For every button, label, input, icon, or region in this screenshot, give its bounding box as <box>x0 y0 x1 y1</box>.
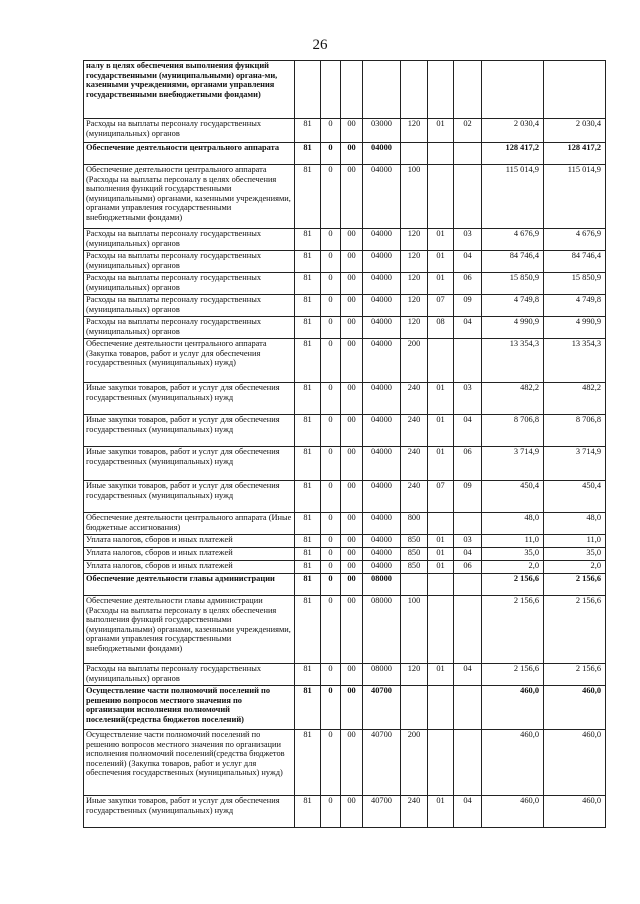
row-name-cell: Обеспечение деятельности главы администрации <box>84 574 295 596</box>
expense-type-cell: 200 <box>401 339 428 383</box>
row-name-cell: Иные закупки товаров, работ и услуг для обеспечения государственных (муниципальных) нужд <box>84 383 295 415</box>
code-cell-4: 04000 <box>363 317 401 339</box>
amount-cell-2: 4 990,9 <box>544 317 606 339</box>
section-cell: 01 <box>428 535 454 548</box>
amount-cell-1: 13 354,3 <box>482 339 544 383</box>
row-name-cell: Обеспечение деятельности центрального аппарата <box>84 143 295 165</box>
code-cell-1: 81 <box>295 561 321 574</box>
code-cell-3: 00 <box>341 165 363 229</box>
code-cell-1: 81 <box>295 273 321 295</box>
code-cell-4: 04000 <box>363 339 401 383</box>
row-name-cell: Расходы на выплаты персоналу государственных (муниципальных) органов <box>84 295 295 317</box>
code-cell-2: 0 <box>321 548 341 561</box>
row-name-cell: Уплата налогов, сборов и иных платежей <box>84 535 295 548</box>
table-row <box>84 165 606 229</box>
table-row <box>84 686 606 730</box>
expense-type-cell: 850 <box>401 535 428 548</box>
row-name-cell: Иные закупки товаров, работ и услуг для обеспечения государственных (муниципальных) нужд <box>84 415 295 447</box>
code-cell-1: 81 <box>295 339 321 383</box>
code-cell-2: 0 <box>321 143 341 165</box>
row-name-cell: Расходы на выплаты персоналу государственных (муниципальных) органов <box>84 273 295 295</box>
amount-cell-1 <box>482 61 544 119</box>
amount-cell-2: 460,0 <box>544 686 606 730</box>
code-cell-3 <box>341 61 363 119</box>
code-cell-3: 00 <box>341 561 363 574</box>
amount-cell-1: 15 850,9 <box>482 273 544 295</box>
subsection-cell: 06 <box>454 273 482 295</box>
code-cell-1: 81 <box>295 295 321 317</box>
code-cell-2: 0 <box>321 229 341 251</box>
expense-type-cell: 800 <box>401 513 428 535</box>
expense-type-cell: 120 <box>401 295 428 317</box>
code-cell-1: 81 <box>295 317 321 339</box>
code-cell-2: 0 <box>321 339 341 383</box>
expense-type-cell: 120 <box>401 229 428 251</box>
code-cell-3: 00 <box>341 273 363 295</box>
subsection-cell: 04 <box>454 251 482 273</box>
table-row <box>84 596 606 664</box>
expense-type-cell: 120 <box>401 664 428 686</box>
expense-type-cell: 200 <box>401 730 428 796</box>
code-cell-3: 00 <box>341 339 363 383</box>
table-row <box>84 251 606 273</box>
code-cell-2: 0 <box>321 535 341 548</box>
amount-cell-2: 15 850,9 <box>544 273 606 295</box>
expense-type-cell: 240 <box>401 447 428 481</box>
section-cell: 01 <box>428 251 454 273</box>
code-cell-1: 81 <box>295 664 321 686</box>
section-cell: 01 <box>428 229 454 251</box>
code-cell-3: 00 <box>341 415 363 447</box>
expense-type-cell: 120 <box>401 251 428 273</box>
code-cell-3: 00 <box>341 295 363 317</box>
table-row <box>84 535 606 548</box>
code-cell-4: 40700 <box>363 730 401 796</box>
row-name-cell: Расходы на выплаты персоналу государственных (муниципальных) органов <box>84 119 295 143</box>
row-name-cell: Осуществление части полномочий поселений по решению вопросов местного значения по организации исполнения полномочий поселений(средства бюджетов поселений) <box>84 686 295 730</box>
amount-cell-2: 48,0 <box>544 513 606 535</box>
code-cell-2: 0 <box>321 686 341 730</box>
code-cell-4: 40700 <box>363 686 401 730</box>
amount-cell-2: 2 156,6 <box>544 596 606 664</box>
amount-cell-1: 4 749,8 <box>482 295 544 317</box>
code-cell-2: 0 <box>321 447 341 481</box>
amount-cell-1: 2 030,4 <box>482 119 544 143</box>
code-cell-2: 0 <box>321 317 341 339</box>
code-cell-3: 00 <box>341 686 363 730</box>
section-cell <box>428 730 454 796</box>
expense-type-cell: 850 <box>401 548 428 561</box>
subsection-cell: 03 <box>454 229 482 251</box>
amount-cell-1: 450,4 <box>482 481 544 513</box>
code-cell-2: 0 <box>321 730 341 796</box>
subsection-cell <box>454 513 482 535</box>
expense-type-cell <box>401 61 428 119</box>
subsection-cell <box>454 339 482 383</box>
code-cell-4: 04000 <box>363 513 401 535</box>
code-cell-1: 81 <box>295 535 321 548</box>
code-cell-4: 08000 <box>363 596 401 664</box>
budget-table <box>83 60 606 828</box>
code-cell-1: 81 <box>295 481 321 513</box>
subsection-cell: 04 <box>454 415 482 447</box>
code-cell-1: 81 <box>295 119 321 143</box>
code-cell-4: 04000 <box>363 251 401 273</box>
section-cell: 01 <box>428 664 454 686</box>
row-name-cell: Расходы на выплаты персоналу государственных (муниципальных) органов <box>84 664 295 686</box>
code-cell-4: 08000 <box>363 574 401 596</box>
section-cell: 01 <box>428 119 454 143</box>
expense-type-cell: 240 <box>401 383 428 415</box>
code-cell-4 <box>363 61 401 119</box>
amount-cell-1: 115 014,9 <box>482 165 544 229</box>
subsection-cell <box>454 61 482 119</box>
table-row <box>84 143 606 165</box>
code-cell-2 <box>321 61 341 119</box>
amount-cell-1: 2 156,6 <box>482 574 544 596</box>
amount-cell-2: 2 030,4 <box>544 119 606 143</box>
code-cell-3: 00 <box>341 730 363 796</box>
code-cell-1: 81 <box>295 383 321 415</box>
expense-type-cell: 240 <box>401 796 428 828</box>
amount-cell-2: 2 156,6 <box>544 664 606 686</box>
amount-cell-2: 460,0 <box>544 730 606 796</box>
row-name-cell: налу в целях обеспечения выполнения функций государственными (муниципальными) органа-ми, казенными учреждениями, органами управления государственными внебюджетными фондами) <box>84 61 295 119</box>
amount-cell-2: 8 706,8 <box>544 415 606 447</box>
table-row <box>84 664 606 686</box>
amount-cell-2: 4 749,8 <box>544 295 606 317</box>
row-name-cell: Обеспечение деятельности центрального аппарата (Иные бюджетные ассигнования) <box>84 513 295 535</box>
amount-cell-1: 8 706,8 <box>482 415 544 447</box>
code-cell-2: 0 <box>321 295 341 317</box>
amount-cell-2: 3 714,9 <box>544 447 606 481</box>
code-cell-3: 00 <box>341 447 363 481</box>
subsection-cell: 04 <box>454 796 482 828</box>
amount-cell-2: 128 417,2 <box>544 143 606 165</box>
expense-type-cell: 100 <box>401 165 428 229</box>
code-cell-3: 00 <box>341 574 363 596</box>
amount-cell-2: 450,4 <box>544 481 606 513</box>
expense-type-cell: 120 <box>401 119 428 143</box>
table-row <box>84 339 606 383</box>
subsection-cell <box>454 730 482 796</box>
table-row <box>84 574 606 596</box>
table-row <box>84 447 606 481</box>
subsection-cell <box>454 596 482 664</box>
code-cell-4: 04000 <box>363 561 401 574</box>
section-cell <box>428 143 454 165</box>
row-name-cell: Иные закупки товаров, работ и услуг для обеспечения государственных (муниципальных) нужд <box>84 796 295 828</box>
code-cell-4: 04000 <box>363 273 401 295</box>
amount-cell-1: 460,0 <box>482 730 544 796</box>
row-name-cell: Обеспечение деятельности центрального аппарата (Расходы на выплаты персоналу в целях обеспечения выполнения функций государственными (муниципальными) органами, казенными учреждениями, органами управления государственными внебюджетными фондами) <box>84 165 295 229</box>
subsection-cell: 06 <box>454 561 482 574</box>
section-cell <box>428 686 454 730</box>
section-cell: 01 <box>428 447 454 481</box>
code-cell-2: 0 <box>321 273 341 295</box>
code-cell-2: 0 <box>321 165 341 229</box>
code-cell-2: 0 <box>321 415 341 447</box>
expense-type-cell: 240 <box>401 481 428 513</box>
amount-cell-2: 482,2 <box>544 383 606 415</box>
amount-cell-1: 4 990,9 <box>482 317 544 339</box>
code-cell-4: 04000 <box>363 165 401 229</box>
section-cell: 01 <box>428 415 454 447</box>
code-cell-1: 81 <box>295 796 321 828</box>
amount-cell-2: 4 676,9 <box>544 229 606 251</box>
code-cell-3: 00 <box>341 664 363 686</box>
amount-cell-1: 128 417,2 <box>482 143 544 165</box>
amount-cell-1: 35,0 <box>482 548 544 561</box>
table-row <box>84 730 606 796</box>
code-cell-3: 00 <box>341 383 363 415</box>
expense-type-cell <box>401 143 428 165</box>
subsection-cell: 04 <box>454 548 482 561</box>
code-cell-3: 00 <box>341 513 363 535</box>
row-name-cell: Обеспечение деятельности центрального аппарата (Закупка товаров, работ и услуг для обеспечения государственных (муниципальных) нужд) <box>84 339 295 383</box>
table-row <box>84 383 606 415</box>
amount-cell-1: 84 746,4 <box>482 251 544 273</box>
code-cell-1: 81 <box>295 447 321 481</box>
code-cell-4: 04000 <box>363 481 401 513</box>
row-name-cell: Уплата налогов, сборов и иных платежей <box>84 561 295 574</box>
table-row <box>84 513 606 535</box>
table-body <box>84 61 606 828</box>
row-name-cell: Расходы на выплаты персоналу государственных (муниципальных) органов <box>84 317 295 339</box>
table-row <box>84 481 606 513</box>
code-cell-4: 04000 <box>363 143 401 165</box>
subsection-cell: 03 <box>454 383 482 415</box>
amount-cell-2: 35,0 <box>544 548 606 561</box>
code-cell-3: 00 <box>341 251 363 273</box>
subsection-cell: 09 <box>454 295 482 317</box>
code-cell-3: 00 <box>341 229 363 251</box>
amount-cell-2: 2 156,6 <box>544 574 606 596</box>
row-name-cell: Расходы на выплаты персоналу государственных (муниципальных) органов <box>84 229 295 251</box>
code-cell-3: 00 <box>341 481 363 513</box>
section-cell: 01 <box>428 561 454 574</box>
amount-cell-1: 482,2 <box>482 383 544 415</box>
section-cell: 01 <box>428 548 454 561</box>
code-cell-3: 00 <box>341 317 363 339</box>
table-row <box>84 295 606 317</box>
table-row <box>84 548 606 561</box>
code-cell-4: 04000 <box>363 415 401 447</box>
code-cell-1: 81 <box>295 143 321 165</box>
code-cell-1: 81 <box>295 513 321 535</box>
amount-cell-2: 11,0 <box>544 535 606 548</box>
code-cell-3: 00 <box>341 548 363 561</box>
section-cell <box>428 61 454 119</box>
code-cell-1: 81 <box>295 229 321 251</box>
row-name-cell: Иные закупки товаров, работ и услуг для обеспечения государственных (муниципальных) нужд <box>84 481 295 513</box>
code-cell-1: 81 <box>295 574 321 596</box>
code-cell-3: 00 <box>341 535 363 548</box>
row-name-cell: Осуществление части полномочий поселений по решению вопросов местного значения по организации исполнения полномочий поселений(средства бюджетов поселений) (Закупка товаров, работ и услуг для обеспечения государственных (муниципальных) нужд) <box>84 730 295 796</box>
table-row <box>84 61 606 119</box>
code-cell-3: 00 <box>341 596 363 664</box>
section-cell <box>428 165 454 229</box>
amount-cell-2: 13 354,3 <box>544 339 606 383</box>
amount-cell-2: 460,0 <box>544 796 606 828</box>
amount-cell-1: 460,0 <box>482 796 544 828</box>
subsection-cell: 04 <box>454 664 482 686</box>
subsection-cell: 03 <box>454 535 482 548</box>
amount-cell-1: 3 714,9 <box>482 447 544 481</box>
code-cell-4: 04000 <box>363 229 401 251</box>
amount-cell-2: 115 014,9 <box>544 165 606 229</box>
code-cell-2: 0 <box>321 596 341 664</box>
section-cell: 01 <box>428 796 454 828</box>
code-cell-4: 04000 <box>363 535 401 548</box>
section-cell <box>428 596 454 664</box>
subsection-cell <box>454 686 482 730</box>
section-cell <box>428 339 454 383</box>
row-name-cell: Уплата налогов, сборов и иных платежей <box>84 548 295 561</box>
row-name-cell: Расходы на выплаты персоналу государственных (муниципальных) органов <box>84 251 295 273</box>
table-row <box>84 796 606 828</box>
subsection-cell <box>454 574 482 596</box>
code-cell-2: 0 <box>321 796 341 828</box>
amount-cell-1: 11,0 <box>482 535 544 548</box>
code-cell-1: 81 <box>295 548 321 561</box>
code-cell-3: 00 <box>341 143 363 165</box>
amount-cell-2: 84 746,4 <box>544 251 606 273</box>
code-cell-3: 00 <box>341 119 363 143</box>
subsection-cell <box>454 165 482 229</box>
section-cell: 07 <box>428 481 454 513</box>
subsection-cell: 06 <box>454 447 482 481</box>
subsection-cell: 02 <box>454 119 482 143</box>
code-cell-2: 0 <box>321 383 341 415</box>
amount-cell-1: 2 156,6 <box>482 664 544 686</box>
code-cell-3: 00 <box>341 796 363 828</box>
code-cell-4: 40700 <box>363 796 401 828</box>
code-cell-4: 04000 <box>363 295 401 317</box>
code-cell-2: 0 <box>321 481 341 513</box>
table-row <box>84 119 606 143</box>
amount-cell-1: 2 156,6 <box>482 596 544 664</box>
table-row <box>84 561 606 574</box>
expense-type-cell: 240 <box>401 415 428 447</box>
code-cell-2: 0 <box>321 119 341 143</box>
table-row <box>84 317 606 339</box>
row-name-cell: Иные закупки товаров, работ и услуг для обеспечения государственных (муниципальных) нужд <box>84 447 295 481</box>
subsection-cell <box>454 143 482 165</box>
code-cell-1: 81 <box>295 415 321 447</box>
code-cell-1: 81 <box>295 730 321 796</box>
section-cell <box>428 513 454 535</box>
code-cell-1: 81 <box>295 686 321 730</box>
code-cell-4: 04000 <box>363 548 401 561</box>
code-cell-4: 08000 <box>363 664 401 686</box>
expense-type-cell: 120 <box>401 317 428 339</box>
expense-type-cell: 850 <box>401 561 428 574</box>
table-row <box>84 273 606 295</box>
code-cell-2: 0 <box>321 561 341 574</box>
table-row <box>84 229 606 251</box>
amount-cell-1: 460,0 <box>482 686 544 730</box>
subsection-cell: 09 <box>454 481 482 513</box>
subsection-cell: 04 <box>454 317 482 339</box>
code-cell-2: 0 <box>321 513 341 535</box>
table-row <box>84 415 606 447</box>
section-cell <box>428 574 454 596</box>
expense-type-cell: 100 <box>401 596 428 664</box>
code-cell-2: 0 <box>321 251 341 273</box>
code-cell-1: 81 <box>295 165 321 229</box>
amount-cell-1: 4 676,9 <box>482 229 544 251</box>
code-cell-1: 81 <box>295 251 321 273</box>
expense-type-cell <box>401 574 428 596</box>
section-cell: 01 <box>428 383 454 415</box>
code-cell-4: 04000 <box>363 447 401 481</box>
code-cell-2: 0 <box>321 574 341 596</box>
section-cell: 07 <box>428 295 454 317</box>
row-name-cell: Обеспечение деятельности главы администрации (Расходы на выплаты персоналу в целях обеспечения выполнения функций государственными (муниципальными) органами, казенными учреждениями, органами управления государственными внебюджетными фондами) <box>84 596 295 664</box>
amount-cell-2: 2,0 <box>544 561 606 574</box>
code-cell-1 <box>295 61 321 119</box>
code-cell-4: 04000 <box>363 383 401 415</box>
code-cell-4: 03000 <box>363 119 401 143</box>
code-cell-1: 81 <box>295 596 321 664</box>
amount-cell-1: 48,0 <box>482 513 544 535</box>
amount-cell-1: 2,0 <box>482 561 544 574</box>
code-cell-2: 0 <box>321 664 341 686</box>
expense-type-cell: 120 <box>401 273 428 295</box>
section-cell: 08 <box>428 317 454 339</box>
amount-cell-2 <box>544 61 606 119</box>
section-cell: 01 <box>428 273 454 295</box>
page-number: 26 <box>312 37 328 53</box>
expense-type-cell <box>401 686 428 730</box>
